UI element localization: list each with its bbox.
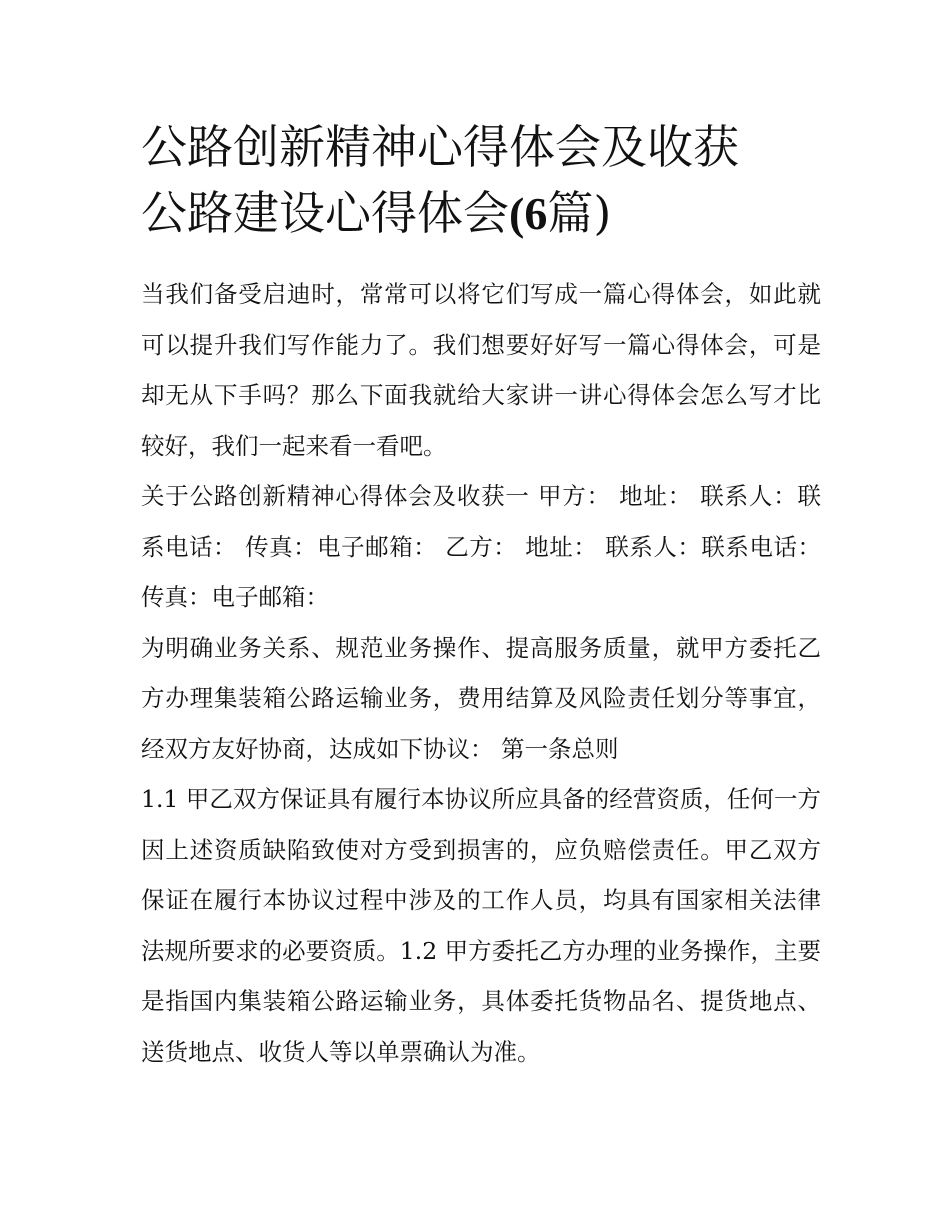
document-body: [141, 269, 821, 1077]
paragraph-clause-1: 1.1 甲乙双方保证具有履行本协议所应具备的经营资质，任何一方因上述资质缺陷致使对方受到损害的，应负赔偿责任。甲乙双方保证在履行本协议过程中涉及的工作人员，均具有国家相关法律法规所要求的必要资质。1.2 甲方委托乙方办理的业务操作，主要是指国内集装箱公路运输业务，具体委托货物品名、提货地点、送货地点、收货人等以单票确认为准。: [141, 785, 821, 1066]
paragraph-parties: 关于公路创新精神心得体会及收获一 甲方： 地址： 联系人：联系电话： 传真：电子邮箱： 乙方： 地址： 联系人：联系电话： 传真：电子邮箱：: [141, 482, 821, 611]
title-line-1: 公路创新精神心得体会及收获: [141, 120, 739, 174]
paragraph-intro: 当我们备受启迪时，常常可以将它们写成一篇心得体会，如此就可以提升我们写作能力了。我们想要好好写一篇心得体会，可是却无从下手吗？那么下面我就给大家讲一讲心得体会怎么写才比较好，我们一起来看一看吧。: [141, 280, 821, 460]
title-line-2: [141, 180, 821, 247]
title-line-2-count: (6: [509, 188, 548, 239]
paragraph-purpose: 为明确业务关系、规范业务操作、提高服务质量，就甲方委托乙方办理集装箱公路运输业务，费用结算及风险责任划分等事宜，经双方友好协商，达成如下协议： 第一条总则: [141, 633, 821, 763]
title-line-2-text: 公路建设心得体会: [141, 186, 509, 240]
title-line-2-suffix: 篇): [547, 186, 612, 240]
document-title: [141, 114, 821, 247]
document-content: [141, 114, 821, 1077]
